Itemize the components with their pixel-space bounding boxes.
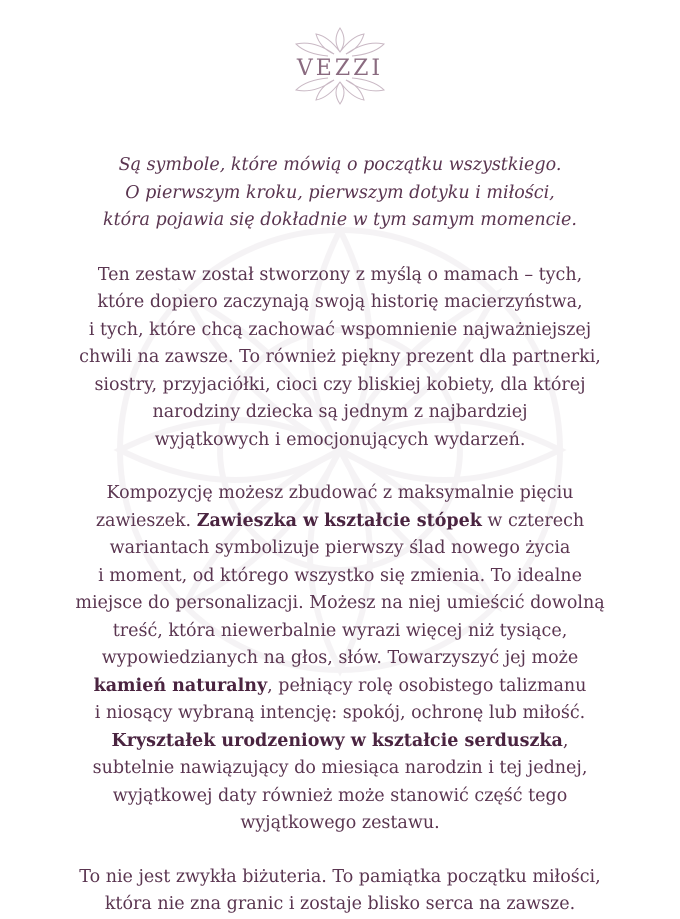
highlight-feet-charm: Zawieszka w kształcie stópek [196, 510, 482, 531]
closing-paragraph [40, 864, 640, 919]
paragraph-line: wariantach symbolizuje pierwszy ślad nowego życia [109, 538, 571, 558]
paragraph-line: Ten zestaw został stworzony z myślą o mamach – tych, [97, 264, 583, 285]
paragraph-line: siostry, przyjaciółki, cioci czy bliskiej kobiety, dla której [94, 374, 586, 395]
paragraph-line: treść, która niewerbalnie wyrazi więcej niż tysiące, [112, 620, 568, 641]
product-description [40, 152, 640, 919]
paragraph-line: i moment, od którego wszystko się zmienia. To idealne [98, 565, 582, 586]
highlight-birthstone-heart: Kryształek urodzeniowy w kształcie serduszka [111, 730, 563, 751]
paragraph-line: i tych, które chcą zachować wspomnienie najważniejszej [88, 319, 592, 340]
paragraph-line: wyjątkowej daty również może stanowić część tego [112, 785, 568, 806]
text-fragment: , pełniący rolę osobistego talizmanu [267, 675, 587, 696]
audience-paragraph [40, 262, 640, 455]
paragraph-line: i niosący wybraną intencję: spokój, ochronę lub miłość. [94, 703, 586, 723]
intro-line: Są symbole, które mówią o początku wszystkiego. [118, 155, 562, 175]
paragraph-line [40, 673, 640, 701]
text-fragment: zawieszek. [95, 510, 197, 531]
text-fragment: , [562, 730, 569, 751]
paragraph-line: To nie jest zwykła biżuteria. To pamiątka początku miłości, [79, 866, 601, 887]
paragraph-line: wyjątkowego zestawu. [240, 813, 440, 833]
composition-paragraph [40, 480, 640, 838]
vezzi-logo [290, 26, 390, 106]
paragraph-line [40, 728, 640, 756]
paragraph-line: miejsce do personalizacji. Możesz na niej umieścić dowolną [75, 593, 605, 613]
brand-name: VEZZI [296, 56, 384, 81]
intro-line: która pojawia się dokładnie w tym samym momencie. [103, 210, 577, 230]
highlight-natural-stone: kamień naturalny [93, 675, 268, 696]
paragraph-line: wypowiedzianych na głos, słów. Towarzyszyć jej może [101, 648, 579, 668]
paragraph-line: Kompozycję możesz zbudować z maksymalnie pięciu [106, 483, 574, 503]
paragraph-line: narodziny dziecka są jednym z najbardziej [152, 402, 528, 422]
paragraph-line: które dopiero zaczynają swoją historię macierzyństwa, [97, 292, 583, 312]
paragraph-line: która nie zna granic i zostaje blisko serca na zawsze. [104, 894, 576, 914]
text-fragment: w czterech [481, 510, 585, 531]
paragraph-line: subtelnie nawiązujący do miesiąca narodzin i tej jednej, [92, 758, 588, 778]
paragraph-line: chwili na zawsze. To również piękny prezent dla partnerki, [79, 347, 601, 367]
intro-line: O pierwszym kroku, pierwszym dotyku i miłości, [125, 182, 555, 203]
intro-paragraph [40, 152, 640, 235]
paragraph-line [40, 508, 640, 536]
paragraph-line: wyjątkowych i emocjonujących wydarzeń. [154, 429, 526, 450]
